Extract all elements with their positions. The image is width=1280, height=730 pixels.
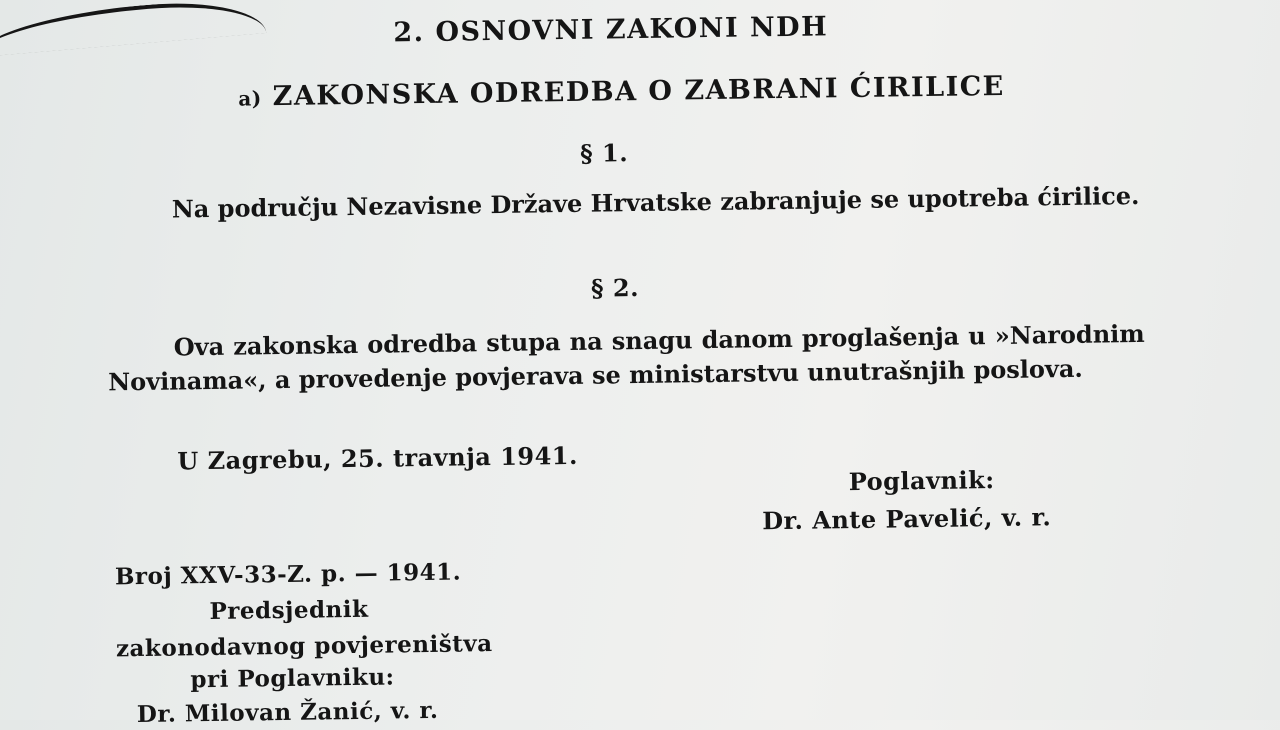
section-1-text: Na području Nezavisne Države Hrvatske zabranjuje se upotreba ćirilice. [171,181,1140,224]
signatory-name: Dr. Ante Pavelić, v. r. [762,502,1052,536]
section-2-heading: § 2. [590,273,640,303]
president-name: Dr. Milovan Žanić, v. r. [136,696,439,729]
document-number: Broj XXV-33-Z. p. — 1941. [114,558,462,591]
president-line-1: Predsjednik [209,595,369,626]
document-subtitle [238,71,1005,113]
page-edge-shadow [0,0,266,57]
section-1-heading: § 1. [579,138,629,168]
subtitle-text: ZAKONSKA ODREDBA O ZABRANI ĆIRILICE [272,70,1005,113]
signatory-title: Poglavnik: [848,465,995,497]
section-2-text: Ova zakonska odredba stupa na snagu danom proglašenja u »Narodnim Novinama«, a provedenje povjerava se ministarstvu unutrašnjih poslova. [108,318,1145,397]
subtitle-prefix: a) [238,86,262,111]
place-date: U Zagrebu, 25. travnja 1941. [177,440,579,476]
president-line-2: zakonodavnog povjereništva [115,630,493,663]
president-line-3: pri Poglavniku: [190,663,395,694]
document-title: 2. OSNOVNI ZAKONI NDH [393,11,829,49]
